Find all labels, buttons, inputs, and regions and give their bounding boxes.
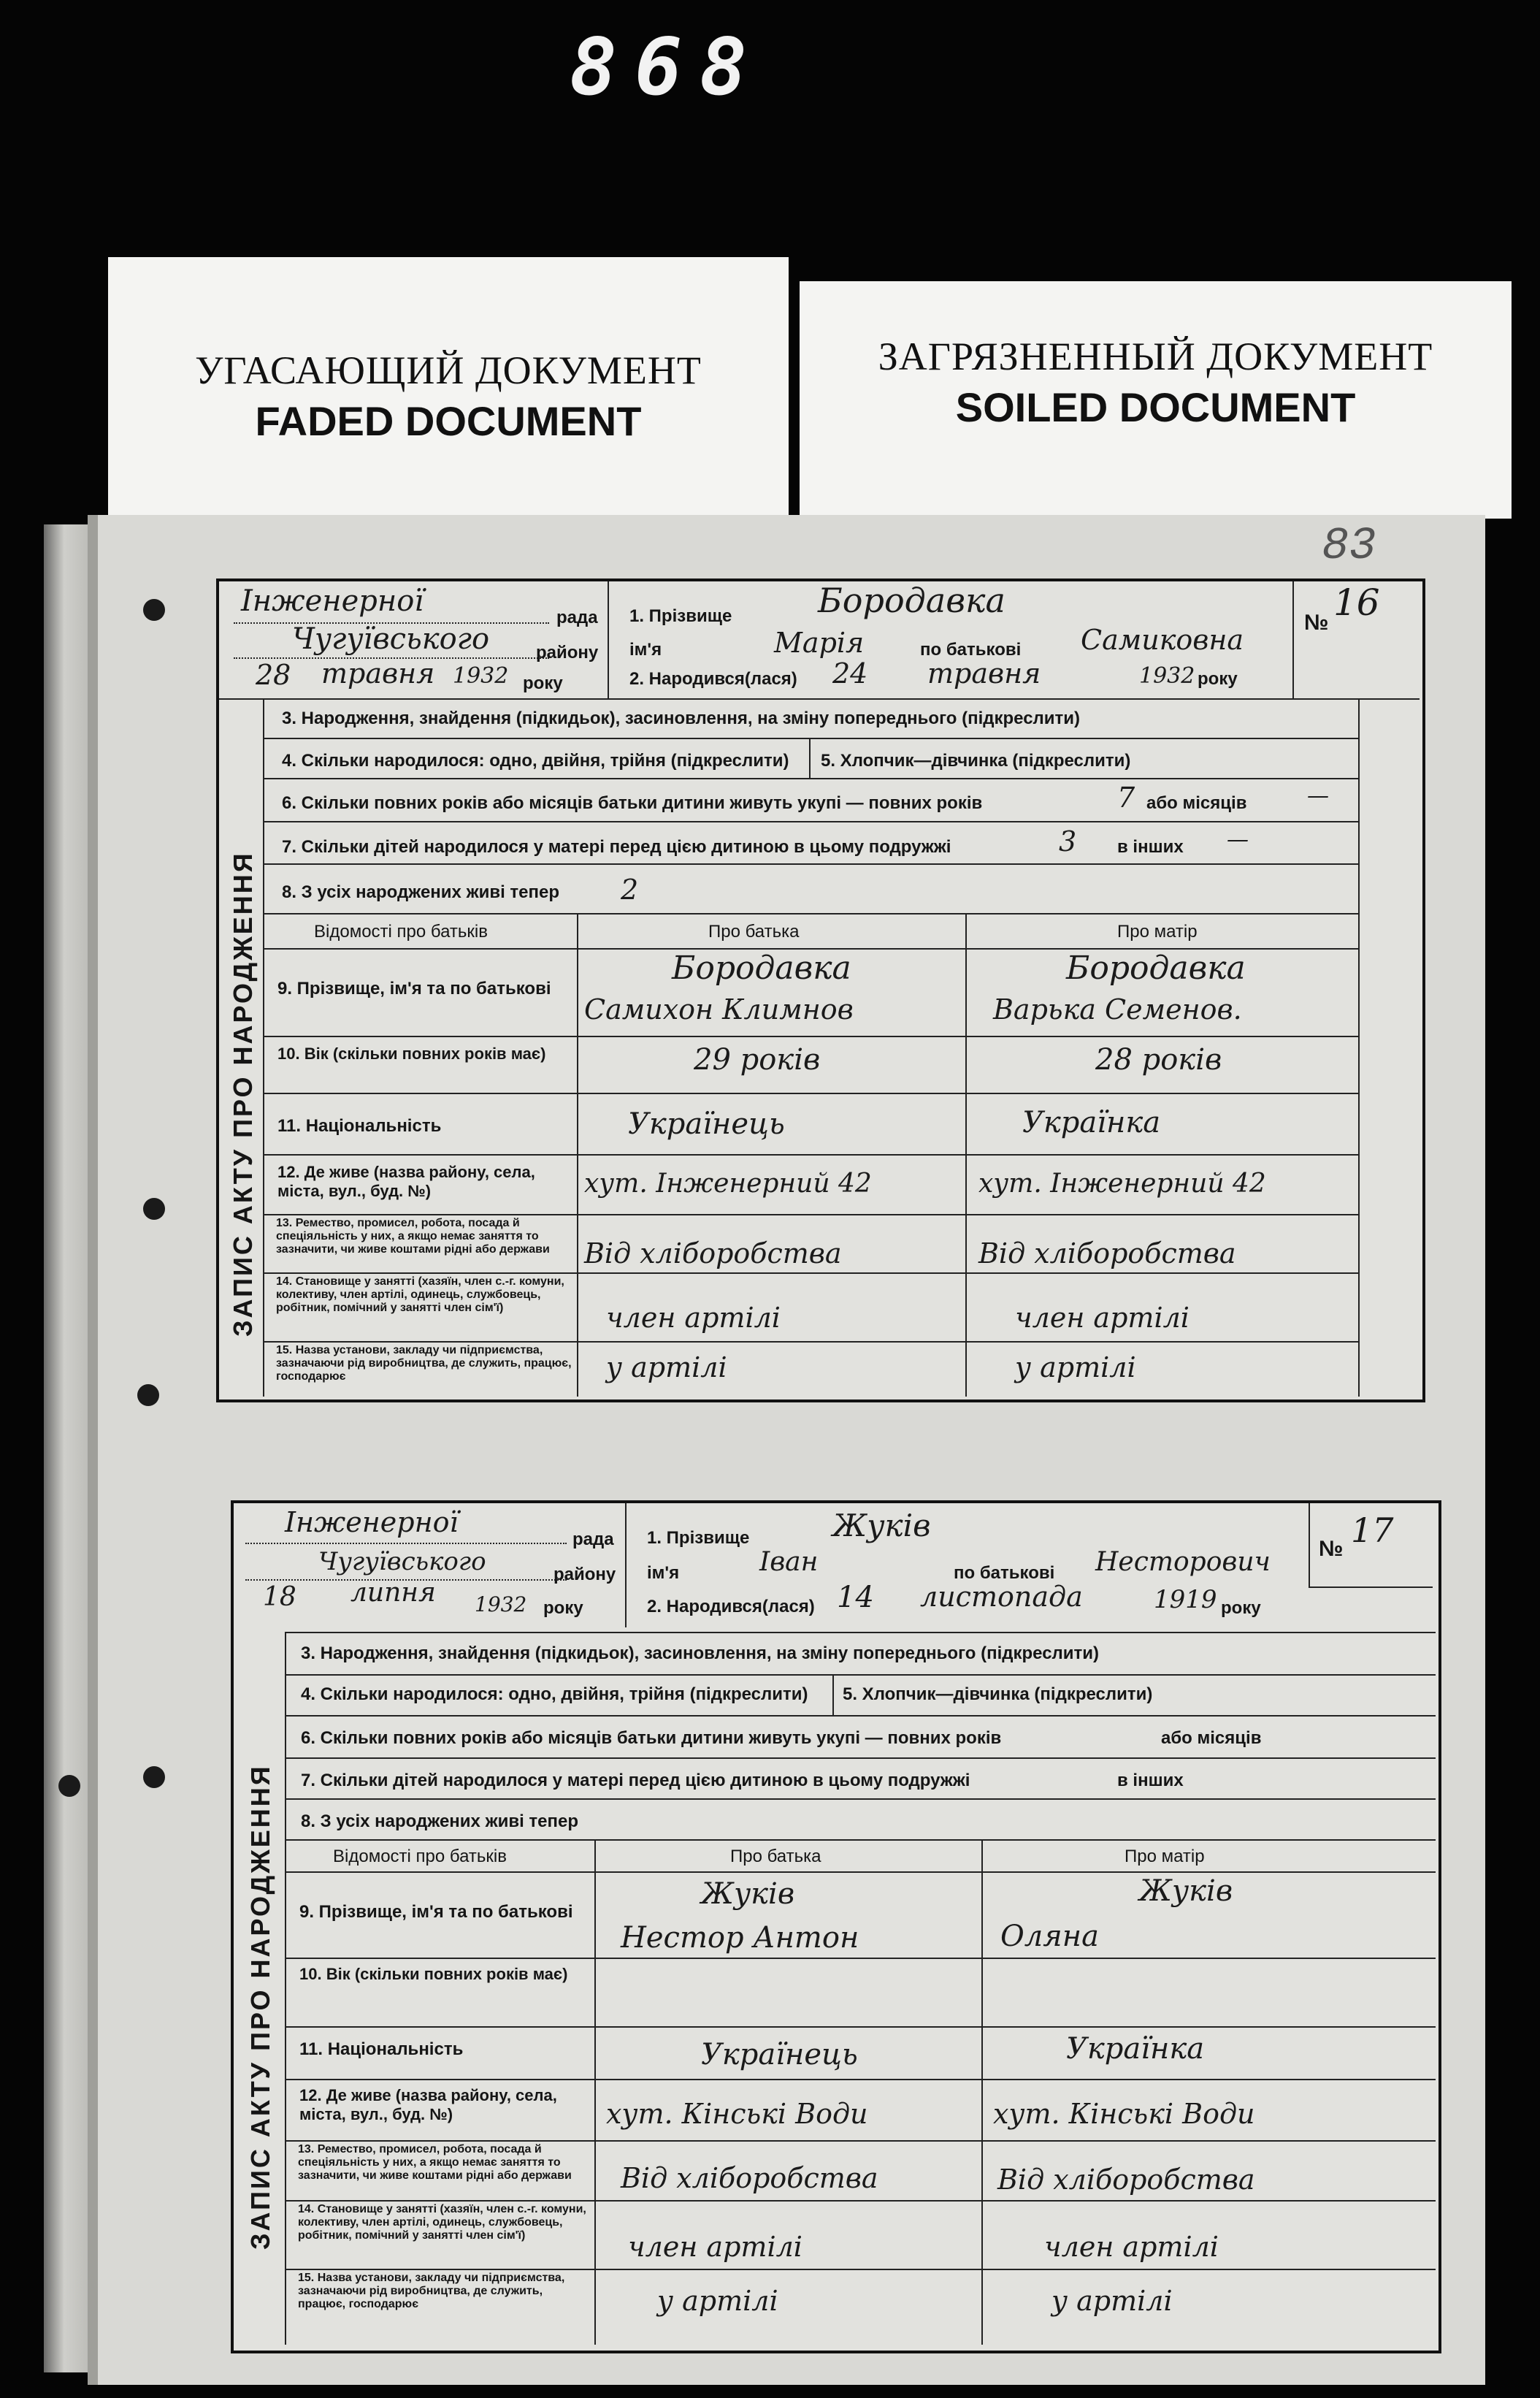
row-15-label-2: 15. Назва установи, закладу чи підприємства, зазначаючи рід виробництва, де служить, працює, господарює <box>298 2272 565 2310</box>
row-10-label-2: 10. Вік (скільки повних років має) <box>299 1965 568 1983</box>
faded-document-label <box>108 257 789 519</box>
in-others-label-2: в інших <box>1117 1771 1184 1790</box>
row-12-label-2: 12. Де живе (назва району, села, міста, вул., буд. №) <box>299 2086 557 2123</box>
soiled-label-en: SOILED DOCUMENT <box>955 384 1356 430</box>
row-12-label: 12. Де живе (назва району, села, міста, вул., буд. №) <box>277 1163 535 1200</box>
father-workplace-2: у артілі <box>657 2285 778 2317</box>
binding-hole <box>143 1766 165 1788</box>
name-value: Марія <box>774 627 865 659</box>
faded-label-en: FADED DOCUMENT <box>255 398 642 444</box>
district-name-2: Чугуївського <box>318 1547 486 1576</box>
mother-age: 28 років <box>1095 1043 1222 1077</box>
raion-label-2: району <box>553 1565 616 1584</box>
in-others-label: в інших <box>1117 837 1184 857</box>
raion-label: району <box>536 643 599 662</box>
sheet-number: 868 <box>570 22 765 113</box>
name-value-2: Іван <box>759 1547 819 1577</box>
mother-given-2: Оляна <box>1000 1920 1099 1953</box>
form-title-vertical-2: ЗАПИС АКТУ ПРО НАРОДЖЕННЯ <box>245 1764 275 2250</box>
row-15-label: 15. Назва установи, закладу чи підприємства, зазначаючи рід виробництва, де служить, працює, господарює <box>276 1344 572 1383</box>
row-13-label: 13. Ремество, промисел, робота, посада й спеціяльність у них, а якщо немає заняття то зазначити, чи живе коштами рідні або держави <box>276 1217 550 1256</box>
mother-occupation-2: Від хліборобства <box>997 2164 1255 2196</box>
father-nationality: Українець <box>628 1107 785 1141</box>
soiled-label-ru: ЗАГРЯЗНЕННЫЙ ДОКУМЕНТ <box>878 335 1433 378</box>
born-label: 2. Народився(лася) <box>629 669 797 689</box>
question-8-2: 8. З усіх народжених живі тепер <box>301 1811 579 1831</box>
father-occupation: Від хліборобства <box>584 1237 842 1269</box>
header-father: Про батька <box>708 922 800 942</box>
soiled-document-label <box>800 281 1512 519</box>
mother-workplace-2: у артілі <box>1051 2285 1173 2317</box>
question-6: 6. Скільки повних років або місяців батьки дитини живуть укупі — повних років <box>282 793 983 813</box>
mother-position: член артілі <box>1015 1302 1190 1334</box>
months-label-2: або місяців <box>1161 1728 1262 1748</box>
patronymic-value: Самиковна <box>1081 624 1244 656</box>
father-age: 29 років <box>694 1043 821 1077</box>
surname-label: 1. Прізвище <box>629 606 732 626</box>
council-name: Інженерної <box>241 584 424 618</box>
roku-suffix: року <box>1198 669 1238 689</box>
mother-given: Варька Семенов. <box>993 993 1242 1026</box>
question-5: 5. Хлопчик—дівчинка (підкреслити) <box>821 751 1131 771</box>
row-14-label: 14. Становище у занятті (хазяїн, член с.-г. комуни, колективу, член артілі, одинець, службовець, робітник, помічний у занятті член сім'ї) <box>276 1275 564 1314</box>
header-mother: Про матір <box>1117 922 1198 942</box>
months-together: — <box>1307 783 1329 809</box>
question-6-2: 6. Скільки повних років або місяців батьки дитини живуть укупі — повних років <box>301 1728 1002 1748</box>
father-position: член артілі <box>606 1302 781 1334</box>
children-before: 3 <box>1059 825 1077 858</box>
born-label-2: 2. Народився(лася) <box>647 1597 815 1616</box>
row-11-label-2: 11. Національність <box>299 2039 464 2059</box>
reg-month: травня <box>321 657 435 690</box>
row-13-label-2: 13. Ремество, промисел, робота, посада й спеціяльність у них, а якщо немає заняття то зазначити, чи живе коштами рідні або держави <box>298 2143 572 2182</box>
mother-occupation: Від хліборобства <box>978 1237 1236 1269</box>
birth-day: 24 <box>832 657 868 690</box>
question-3-2: 3. Народження, знайдення (підкидьок), засиновлення, на зміну попереднього (підкреслити) <box>301 1643 1100 1663</box>
father-nationality-2: Українець <box>701 2038 858 2071</box>
rada-label-2: рада <box>572 1530 614 1549</box>
rada-label: рада <box>556 608 598 627</box>
row-9-label: 9. Прізвище, ім'я та по батькові <box>277 979 551 998</box>
question-7: 7. Скільки дітей народилося у матері перед цією дитиною в цьому подружжі <box>282 837 951 857</box>
question-4: 4. Скільки народилося: одно, двійня, трійня (підкреслити) <box>282 751 789 771</box>
father-occupation-2: Від хліборобства <box>621 2162 878 2194</box>
binding-hole <box>143 1198 165 1220</box>
father-surname-2: Жуків <box>701 1877 795 1911</box>
roku-label: року <box>523 673 563 693</box>
record-number-2: 17 <box>1351 1511 1394 1550</box>
father-given: Самихон Климнов <box>584 993 854 1026</box>
birth-year: 1932 <box>1139 663 1195 689</box>
row-11-label: 11. Національність <box>277 1116 442 1136</box>
no-label: № <box>1304 611 1329 635</box>
mother-residence-2: хут. Кінські Води <box>993 2098 1255 2130</box>
patronymic-label: по батькові <box>920 640 1022 660</box>
binding-hole <box>143 599 165 621</box>
mother-surname: Бородавка <box>1066 950 1246 987</box>
header-info-2: Відомості про батьків <box>333 1847 507 1866</box>
question-4-2: 4. Скільки народилося: одно, двійня, трійня (підкреслити) <box>301 1684 808 1704</box>
months-label: або місяців <box>1146 793 1247 813</box>
question-7-2: 7. Скільки дітей народилося у матері перед цією дитиною в цьому подружжі <box>301 1771 970 1790</box>
question-8: 8. З усіх народжених живі тепер <box>282 882 560 902</box>
page-stamp: 83 <box>1322 520 1376 572</box>
patronymic-value-2: Несторович <box>1095 1547 1271 1577</box>
roku-suffix-2: року <box>1221 1598 1261 1618</box>
name-label-2: ім'я <box>647 1563 680 1583</box>
form-title-vertical: ЗАПИС АКТУ ПРО НАРОДЖЕННЯ <box>228 851 258 1337</box>
roku-label-2: року <box>543 1598 583 1618</box>
header-father-2: Про батька <box>730 1847 821 1866</box>
mother-surname-2: Жуків <box>1139 1874 1233 1908</box>
reg-year-2: 1932 <box>475 1592 527 1616</box>
mother-workplace: у артілі <box>1015 1351 1136 1383</box>
binding-hole <box>58 1775 80 1797</box>
living-now: 2 <box>621 874 639 906</box>
name-label: ім'я <box>629 640 662 660</box>
row-9-label-2: 9. Прізвище, ім'я та по батькові <box>299 1902 573 1922</box>
question-5-2: 5. Хлопчик—дівчинка (підкреслити) <box>843 1684 1153 1704</box>
reg-month-2: липня <box>350 1578 436 1608</box>
birth-year-2: 1919 <box>1154 1585 1217 1614</box>
header-mother-2: Про матір <box>1125 1847 1205 1866</box>
reg-day: 28 <box>256 659 291 691</box>
birth-month-2: листопада <box>920 1581 1083 1613</box>
reg-day-2: 18 <box>263 1582 296 1612</box>
surname-value: Бородавка <box>818 581 1005 620</box>
birth-month: травня <box>927 657 1041 690</box>
father-residence-2: хут. Кінські Води <box>606 2098 868 2130</box>
birth-day-2: 14 <box>837 1581 874 1614</box>
father-given-2: Нестор Антон <box>621 1921 859 1955</box>
row-14-label-2: 14. Становище у занятті (хазяїн, член с.-г. комуни, колективу, член артілі, одинець, службовець, робітник, помічний у занятті член сім'ї) <box>298 2203 586 2242</box>
father-surname: Бородавка <box>672 950 851 987</box>
surname-label-2: 1. Прізвище <box>647 1528 750 1548</box>
patronymic-label-2: по батькові <box>954 1563 1055 1583</box>
father-position-2: член артілі <box>628 2231 802 2263</box>
mother-nationality: Українка <box>1022 1106 1161 1139</box>
mother-residence: хут. Інженерний 42 <box>978 1169 1266 1199</box>
binding-hole <box>137 1384 159 1406</box>
surname-value-2: Жуків <box>832 1508 931 1543</box>
district-name: Чугуївського <box>292 622 490 656</box>
council-name-2: Інженерної <box>285 1506 459 1538</box>
faded-label-ru: УГАСАЮЩИЙ ДОКУМЕНТ <box>195 348 702 392</box>
record-number: 16 <box>1333 581 1380 624</box>
reg-year: 1932 <box>453 663 509 689</box>
row-10-label: 10. Вік (скільки повних років має) <box>277 1045 546 1063</box>
mother-position-2: член артілі <box>1044 2231 1219 2263</box>
question-3: 3. Народження, знайдення (підкидьок), засиновлення, на зміну попереднього (підкреслити) <box>282 709 1081 728</box>
father-residence: хут. Інженерний 42 <box>584 1169 872 1199</box>
years-together: 7 <box>1117 782 1135 814</box>
header-info: Відомості про батьків <box>314 922 488 942</box>
children-other: — <box>1227 827 1249 852</box>
father-workplace: у артілі <box>606 1351 727 1383</box>
mother-nationality-2: Українка <box>1066 2032 1205 2066</box>
no-label-2: № <box>1319 1537 1344 1561</box>
